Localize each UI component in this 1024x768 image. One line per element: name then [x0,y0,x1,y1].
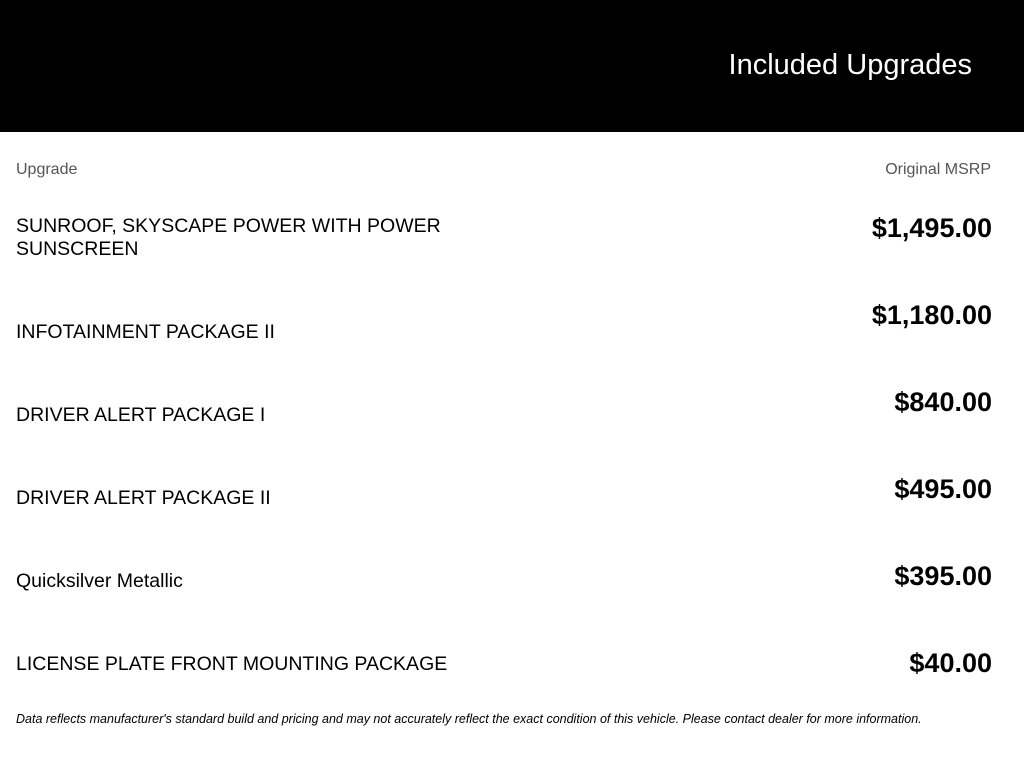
upgrade-row [16,386,992,469]
upgrade-name: INFOTAINMENT PACKAGE II [16,321,275,343]
upgrade-row [16,212,992,295]
disclaimer-text: Data reflects manufacturer's standard build and pricing and may not accurately reflect the exact condition of this vehicle. Please contact dealer for more information. [16,712,922,726]
upgrade-row [16,299,992,382]
upgrade-price: $1,180.00 [871,300,992,330]
upgrade-price: $40.00 [909,648,992,678]
column-header-upgrade: Upgrade [16,161,78,178]
page-title: Included Upgrades [728,49,972,81]
upgrade-row [16,473,992,556]
header-banner [0,0,1024,132]
column-header-msrp: Original MSRP [885,161,991,178]
upgrade-price: $1,495.00 [871,213,992,243]
upgrade-name: Quicksilver Metallic [16,570,183,592]
upgrade-price: $395.00 [894,561,992,591]
upgrade-price: $495.00 [894,474,992,504]
upgrade-name: DRIVER ALERT PACKAGE II [16,487,271,509]
upgrade-name: DRIVER ALERT PACKAGE I [16,404,266,426]
upgrade-name: LICENSE PLATE FRONT MOUNTING PACKAGE [16,653,448,675]
upgrade-row [16,560,992,643]
upgrade-price: $840.00 [894,387,992,417]
upgrade-name: SUNROOF, SKYSCAPE POWER WITH POWER SUNSCREEN [16,215,441,260]
